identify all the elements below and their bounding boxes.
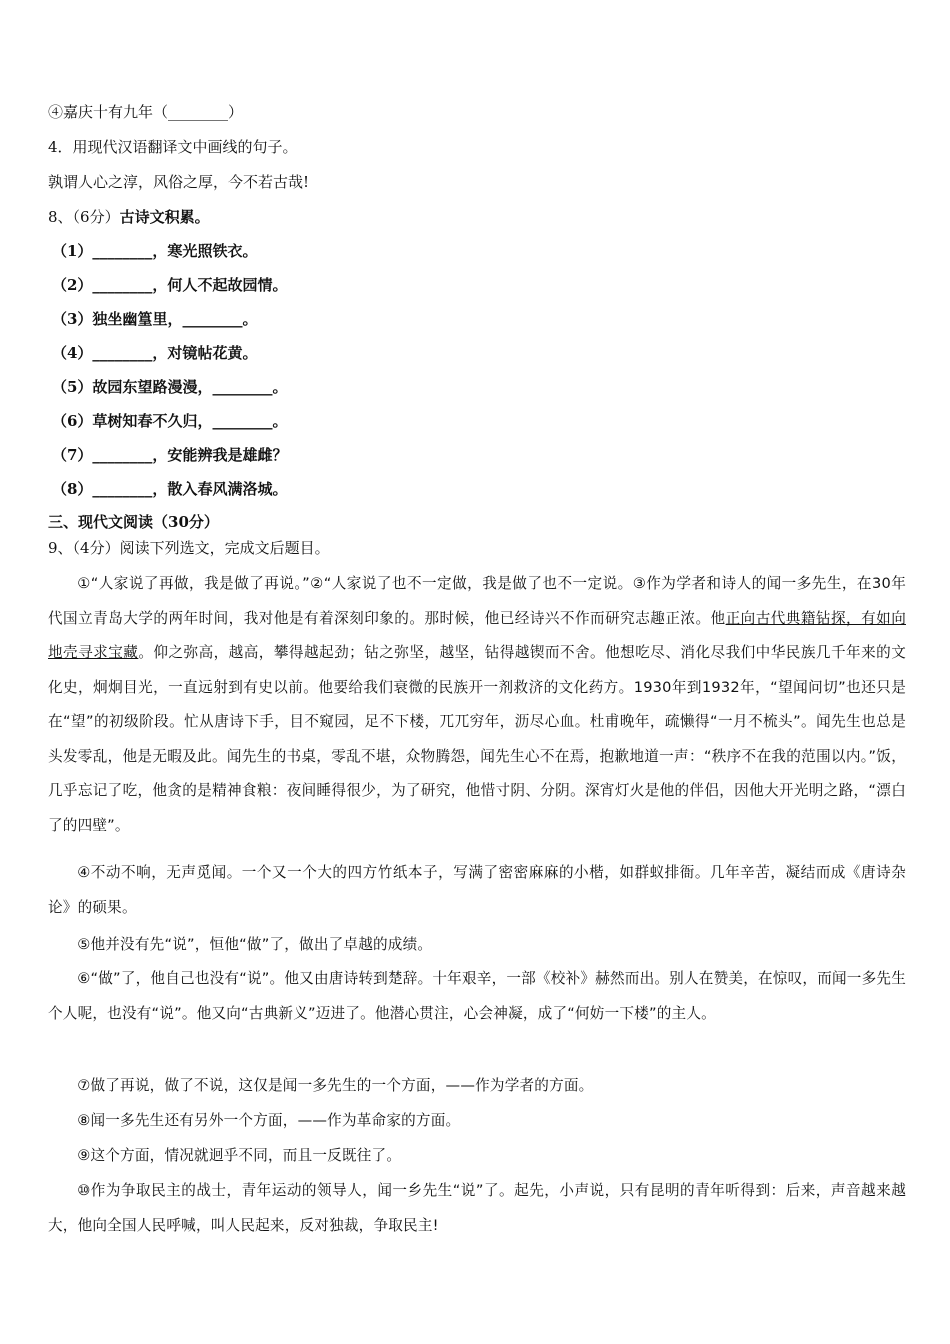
passage-paragraph-10: ⑩作为争取民主的战士，青年运动的领导人，闻一乡先生“说”了。起先，小声说，只有昆明的青年听得到：后来，声音越来越大，他向全国人民呼喊，叫人民起来，反对独裁，争取民主! (48, 1182, 906, 1234)
poem-item-8: （8）________，散入春风满洛城。 (52, 480, 288, 498)
passage-paragraph-1 (48, 567, 906, 843)
underlined-sentence: 正向古代典籍钻探，有如向地壳寻求宝藏 (48, 609, 906, 661)
passage-p1-end: 。仰之弥高，越高，攀得越起劲；钻之弥坚，越坚，钻得越锲而不舍。他想吃尽、消化尽我们中华民族几千年来的文化史，炯炯目光，一直远射到有史以前。他要给我们衰微的民族开一剂救济的文化药方。1930年到1932年，“望闻问切”也还只是在“望”的初级阶段。忙从唐诗下手，目不窥园，足不下楼，兀兀穷年，沥尽心血。杜甫晚年，疏懒得“一月不梳头”。闻先生也总是头发零乱，他是无暇及此。闻先生的书桌，零乱不堪，众物腾怨，闻先生心不在焉，抱歉地道一声：“秩序不在我的范围以内。”饭，几乎忘记了吃，他贪的是精神食粮：夜间睡得很少，为了研究，他惜寸阴、分阴。深宵灯火是他的伴侣，因他大开光明之路，“漂白了的四壁”。 (48, 644, 906, 834)
question-8-title (48, 207, 210, 227)
passage-paragraph-5: ⑤他并没有先“说”，恒他“做”了，做出了卓越的成绩。 (77, 936, 433, 953)
section-3-title: 三、现代文阅读（30分） (48, 513, 219, 531)
poem-item-1: （1）________，寒光照铁衣。 (52, 242, 258, 260)
question-8-points: 8、（6分） (48, 208, 120, 226)
question-3-item-4: ④嘉庆十有九年（________） (48, 103, 244, 121)
passage-paragraph-6: ⑥“做”了，他自己也没有“说”。他又由唐诗转到楚辞。十年艰辛，一部《校补》赫然而出。别人在赞美，在惊叹，而闻一多先生个人呢，也没有“说”。他又向“古典新义”迈进了。他潜心贯注，心会神凝，成了“何妨一下楼”的主人。 (48, 970, 906, 1022)
question-8-heading: 古诗文积累。 (119, 208, 210, 226)
question-9-intro: 9、（4分）阅读下列选文，完成文后题目。 (48, 539, 330, 557)
passage-p1-start: ①“人家说了再做，我是做了再说。”②“人家说了也不一定做，我是做了也不一定说。③作为学者和诗人的闻一多先生，在30年代国立青岛大学的两年时间，我对他是有着深刻印象的。那时候，他已经诗兴不作而研究志趣正浓。他 (48, 575, 906, 627)
poem-item-5: （5）故园东望路漫漫，________。 (52, 378, 288, 396)
poem-item-3: （3）独坐幽篁里，________。 (52, 310, 258, 328)
passage-paragraph-9: ⑨这个方面，情况就迥乎不同，而且一反既往了。 (77, 1147, 402, 1164)
poem-item-7: （7）________，安能辨我是雄雌？ (52, 446, 288, 464)
poem-item-4: （4）________，对镜帖花黄。 (52, 344, 258, 362)
passage-paragraph-4: ④不动不响，无声觅闻。一个又一个大的四方竹纸本子，写满了密密麻麻的小楷，如群蚁排衙。几年辛苦，凝结而成《唐诗杂论》的硕果。 (48, 864, 906, 916)
passage-paragraph-7: ⑦做了再说，做了不说，这仅是闻一多先生的一个方面，——作为学者的方面。 (77, 1077, 594, 1094)
poem-item-6: （6）草树知春不久归，________。 (52, 412, 288, 430)
question-4-prompt: 4．用现代汉语翻译文中画线的句子。 (48, 138, 298, 156)
passage-paragraph-8: ⑧闻一多先生还有另外一个方面，——作为革命家的方面。 (77, 1112, 461, 1129)
poem-item-2: （2）________，何人不起故园情。 (52, 276, 288, 294)
question-4-sentence: 孰谓人心之淳，风俗之厚，今不若古哉! (48, 173, 310, 191)
